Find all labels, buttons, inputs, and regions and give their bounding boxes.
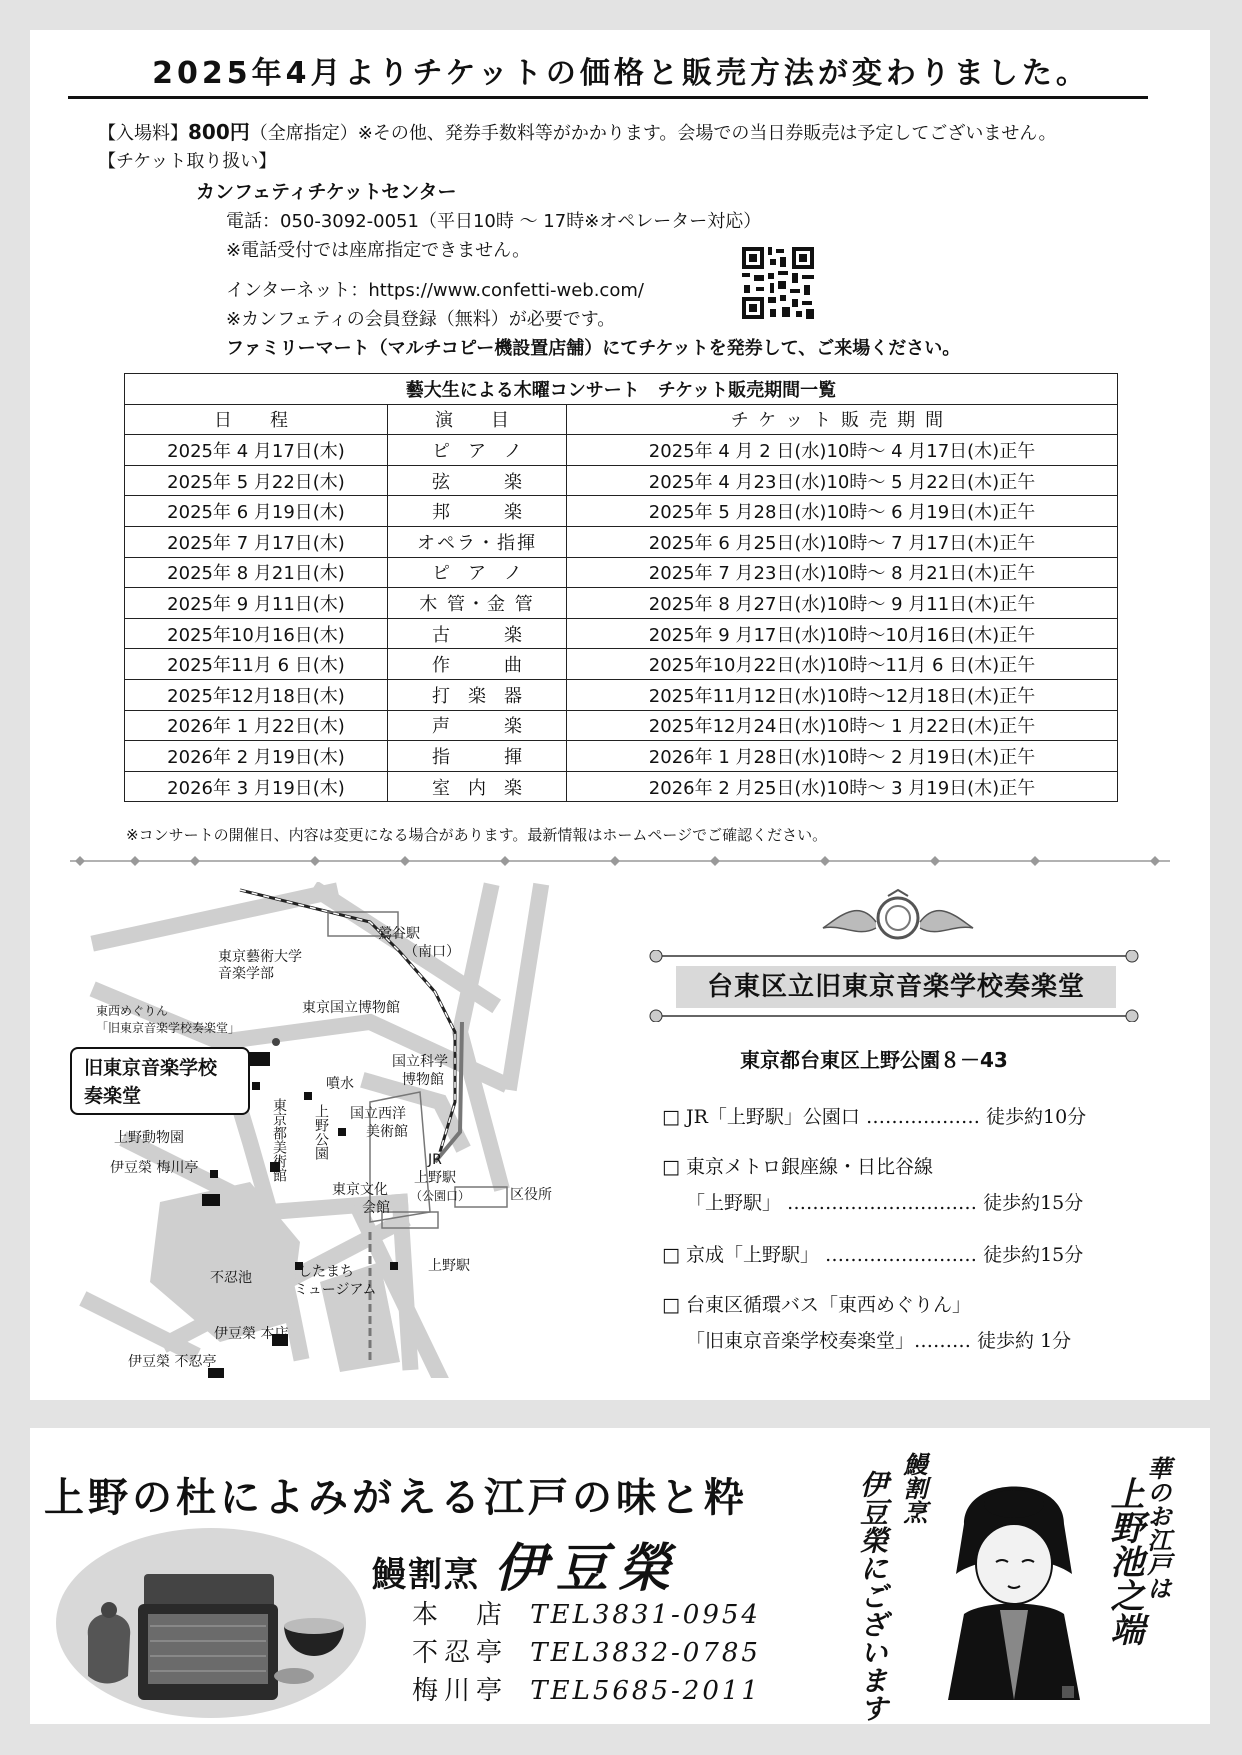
map-label-umekawatei: 伊豆榮 梅川亭 — [110, 1160, 199, 1176]
schedule-table — [124, 373, 1118, 802]
branch-umekawatei — [412, 1670, 761, 1707]
branch-tel: TEL3831-0954 — [530, 1600, 761, 1630]
admission-text: （全席指定）※その他、発券手数料等がかかります。会場での当日券販売は予定してございません。 — [249, 123, 1057, 144]
row-program: 指 揮 — [388, 741, 567, 772]
map-label-jr-ueno: 上野駅 — [414, 1170, 456, 1186]
map-label-jr: JR — [428, 1152, 442, 1168]
row-date: 2025年 6 月19日(木) — [125, 496, 388, 527]
row-program: ピ ア ノ — [388, 435, 567, 466]
access-keisei: □ 京成「上野駅」 …………………… 徒歩約15分 — [662, 1244, 1084, 1266]
branch-name: 梅川亭 — [412, 1676, 509, 1706]
row-program: 木 管・金 管 — [388, 588, 567, 619]
row-program: 作 曲 — [388, 649, 567, 680]
ticket-internet[interactable]: インターネット：https://www.confetti-web.com/ — [226, 280, 644, 301]
row-program: 邦 楽 — [388, 496, 567, 527]
row-date: 2025年 7 月17日(木) — [125, 526, 388, 557]
map-label-fountain: 噴水 — [326, 1076, 354, 1092]
row-period: 2025年11月12日(水)10時～12月18日(木)正午 — [567, 679, 1118, 710]
row-period: 2025年 7 月23日(水)10時～ 8 月21日(木)正午 — [567, 557, 1118, 588]
shop-title — [372, 1526, 680, 1601]
row-program: ピ ア ノ — [388, 557, 567, 588]
map-label-shitamachi-2: ミュージアム — [294, 1282, 377, 1298]
map-label-bunka: 東京文化 — [332, 1182, 388, 1198]
access-jr: □ JR「上野駅」公園口 ……………… 徒歩約10分 — [662, 1106, 1087, 1128]
map-label-kahaku-2: 博物館 — [402, 1072, 444, 1088]
schedule-title: 藝大生による木曜コンサート チケット販売期間一覧 — [125, 374, 1118, 405]
row-period: 2026年 2 月25日(水)10時～ 3 月19日(木)正午 — [567, 771, 1118, 802]
map-label-seiyo-2: 美術館 — [366, 1124, 408, 1140]
ticket-member-note: ※カンフェティの会員登録（無料）が必要です。 — [226, 309, 616, 330]
branch-tel: TEL5685-2011 — [530, 1676, 761, 1706]
calligraphy-right-2: 上野池之端 — [1104, 1476, 1144, 1646]
row-period: 2026年 1 月28日(水)10時～ 2 月19日(木)正午 — [567, 741, 1118, 772]
calligraphy-left-2: 伊豆榮にございます — [856, 1470, 889, 1722]
row-date: 2025年 5 月22日(木) — [125, 465, 388, 496]
row-program: 打 楽 器 — [388, 679, 567, 710]
table-row — [125, 710, 1118, 741]
row-date: 2025年 8 月21日(木) — [125, 557, 388, 588]
map-label-shinobazutei: 伊豆榮 不忍亭 — [128, 1354, 217, 1370]
map-label-tnm: 東京国立博物館 — [302, 1000, 400, 1016]
table-row — [125, 649, 1118, 680]
ornamental-divider — [70, 854, 1170, 868]
schedule-note: ※コンサートの開催日、内容は変更になる場合があります。最新情報はホームページでご確認ください。 — [126, 826, 828, 844]
map-label-kahaku: 国立科学 — [392, 1054, 448, 1070]
branch-honten — [412, 1594, 761, 1631]
map-label-kuyakusho: 区役所 — [510, 1187, 552, 1203]
row-program: 弦 楽 — [388, 465, 567, 496]
admission-line — [98, 116, 1056, 145]
row-date: 2025年11月 6 日(木) — [125, 649, 388, 680]
ornament-icon — [818, 888, 978, 948]
unagi-photo — [54, 1526, 368, 1720]
ticket-phone: 電話：050-3092-0051（平日10時 ～ 17時※オペレーター対応） — [226, 211, 762, 232]
map-label-shinobazu: 不忍池 — [210, 1270, 252, 1286]
row-program: 室 内 楽 — [388, 771, 567, 802]
header-program: 演 目 — [388, 404, 567, 435]
map-label-geidai: 東京藝術大学 — [218, 949, 302, 965]
branch-name: 本 店 — [412, 1600, 509, 1630]
venue-address: 東京都台東区上野公園８－43 — [740, 1048, 1008, 1072]
row-date: 2026年 3 月19日(木) — [125, 771, 388, 802]
ad-tagline: 上野の杜によみがえる江戸の味と粋 — [44, 1474, 748, 1521]
row-period: 2025年10月22日(水)10時～11月 6 日(木)正午 — [567, 649, 1118, 680]
table-row — [125, 679, 1118, 710]
map-label-bus: 東西めぐりん — [96, 1004, 169, 1018]
map-label-ueno: 上野駅 — [428, 1258, 470, 1274]
table-row — [125, 526, 1118, 557]
ticket-center-name: カンフェティチケットセンター — [196, 181, 457, 203]
row-period: 2025年 9 月17日(水)10時～10月16日(木)正午 — [567, 618, 1118, 649]
shop-category: 鰻割烹 — [372, 1555, 480, 1595]
row-date: 2025年12月18日(木) — [125, 679, 388, 710]
row-program: オペラ・指揮 — [388, 526, 567, 557]
map-label-uguisudani-exit: （南口） — [404, 944, 460, 960]
access-bus-detail: 「旧東京音楽学校奏楽堂」……… 徒歩約 1分 — [686, 1330, 1072, 1352]
table-row — [125, 557, 1118, 588]
header-date: 日 程 — [125, 404, 388, 435]
row-date: 2025年10月16日(木) — [125, 618, 388, 649]
ticket-familymart: ファミリーマート（マルチコピー機設置店舗）にてチケットを発券して、ご来場ください。 — [226, 338, 961, 359]
row-period: 2025年 5 月28日(水)10時～ 6 月19日(木)正午 — [567, 496, 1118, 527]
branch-tel: TEL3832-0785 — [530, 1638, 761, 1668]
row-period: 2025年12月24日(水)10時～ 1 月22日(木)正午 — [567, 710, 1118, 741]
headline: 2025年4月よりチケットの価格と販売方法が変わりました。 — [152, 56, 1090, 91]
calligraphy-right-1: 華のお江戸は — [1143, 1456, 1172, 1600]
kimono-girl-illustration — [944, 1464, 1084, 1704]
map-label-zoo: 上野動物園 — [114, 1130, 184, 1146]
callout-line-1: 旧東京音楽学校 — [84, 1057, 218, 1079]
headline-rule — [68, 96, 1148, 99]
map-label-shitamachi: したまち — [298, 1264, 354, 1280]
branch-shinobazutei — [412, 1632, 761, 1669]
table-row — [125, 618, 1118, 649]
callout-line-2: 奏楽堂 — [84, 1085, 142, 1107]
table-row — [125, 588, 1118, 619]
table-row — [125, 465, 1118, 496]
row-date: 2026年 2 月19日(木) — [125, 741, 388, 772]
access-metro: □ 東京メトロ銀座線・日比谷線 — [662, 1156, 933, 1178]
ticketing-label: 【チケット取り扱い】 — [98, 151, 277, 172]
table-row — [125, 435, 1118, 466]
map-label-park: 上野公園 — [313, 1104, 329, 1160]
map-label-honten: 伊豆榮 本店 — [214, 1326, 289, 1342]
admission-price: 800円 — [188, 120, 250, 144]
table-row — [125, 741, 1118, 772]
row-program: 古 楽 — [388, 618, 567, 649]
map-label-jr-exit: （公園口） — [410, 1189, 471, 1203]
shop-name: 伊豆榮 — [494, 1538, 681, 1599]
map-label-geidai-2: 音楽学部 — [218, 966, 274, 982]
map-label-bunka-2: 会館 — [362, 1200, 390, 1216]
row-period: 2025年 4 月23日(水)10時～ 5 月22日(木)正午 — [567, 465, 1118, 496]
header-period: チケット販売期間 — [567, 404, 1118, 435]
map-label-seiyo: 国立西洋 — [350, 1106, 406, 1122]
row-program: 声 楽 — [388, 710, 567, 741]
admission-label: 【入場料】 — [98, 123, 188, 144]
qr-code-icon[interactable] — [740, 245, 816, 321]
row-date: 2025年 4 月17日(木) — [125, 435, 388, 466]
row-period: 2025年 6 月25日(水)10時～ 7 月17日(木)正午 — [567, 526, 1118, 557]
map-label-tobikan: 東京都美術館 — [271, 1098, 287, 1182]
map-label-bus-stop: 「旧東京音楽学校奏楽堂」 — [96, 1021, 241, 1035]
row-date: 2025年 9 月11日(木) — [125, 588, 388, 619]
table-row — [125, 496, 1118, 527]
map-label-uguisudani: 鶯谷駅 — [378, 926, 420, 942]
row-date: 2026年 1 月22日(木) — [125, 710, 388, 741]
access-bus: □ 台東区循環バス「東西めぐりん」 — [662, 1294, 971, 1316]
row-period: 2025年 4 月 2 日(水)10時～ 4 月17日(木)正午 — [567, 435, 1118, 466]
access-metro-detail: 「上野駅」 ………………………… 徒歩約15分 — [686, 1192, 1084, 1214]
calligraphy-left-1: 鰻割烹 — [899, 1452, 928, 1524]
venue-callout — [70, 1047, 250, 1115]
ticket-phone-note: ※電話受付では座席指定できません。 — [226, 240, 531, 261]
table-row — [125, 771, 1118, 802]
branch-name: 不忍亭 — [412, 1638, 509, 1668]
row-period: 2025年 8 月27日(水)10時～ 9 月11日(木)正午 — [567, 588, 1118, 619]
venue-name: 台東区立旧東京音楽学校奏楽堂 — [676, 966, 1116, 1008]
